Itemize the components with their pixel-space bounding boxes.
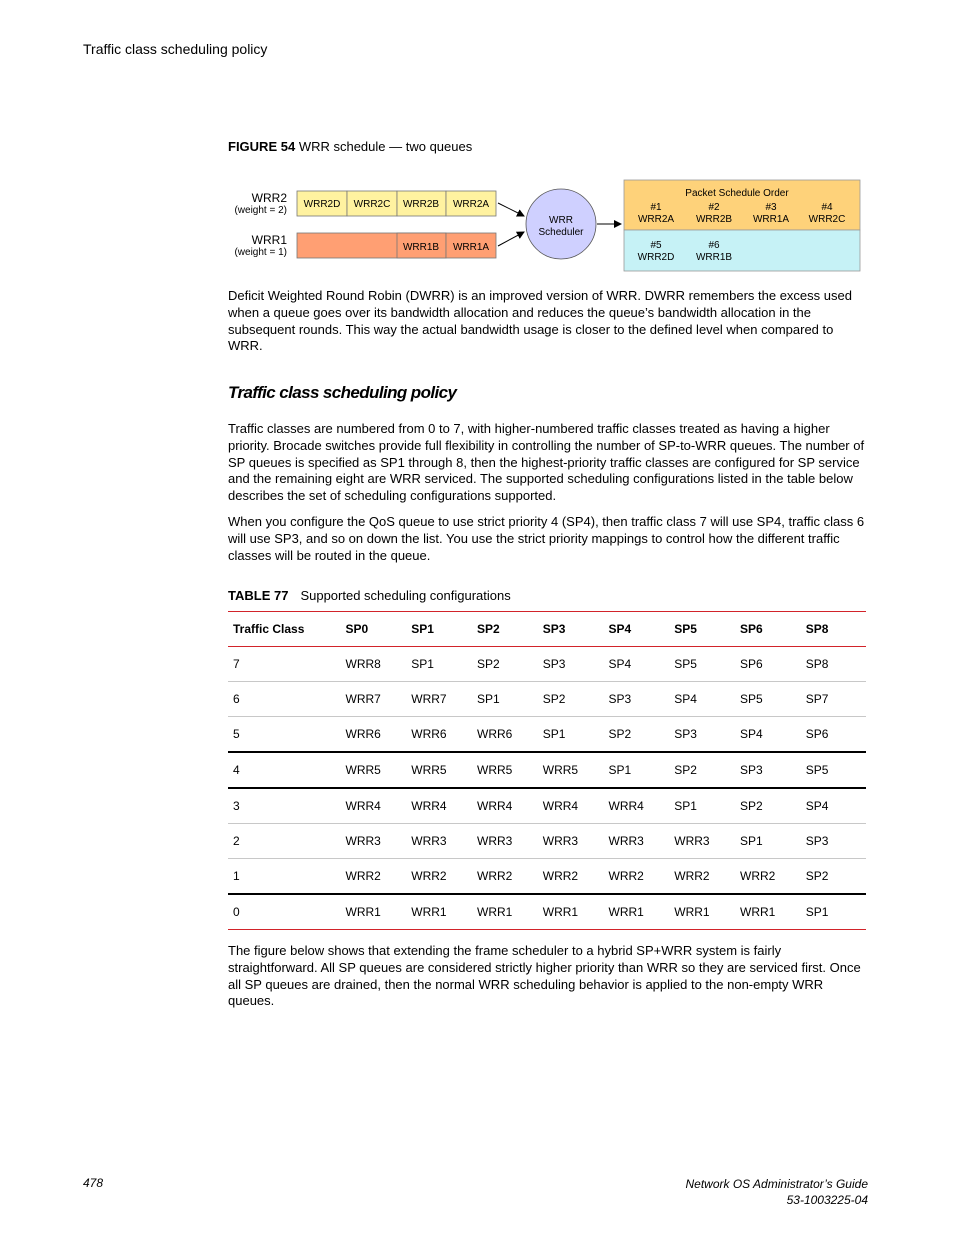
order-num: #3 bbox=[765, 202, 777, 213]
table-cell: SP5 bbox=[740, 692, 763, 706]
order-name: WRR2C bbox=[808, 214, 846, 225]
queue-wrr2-weight: (weight = 2) bbox=[234, 205, 287, 216]
column-header: SP4 bbox=[608, 622, 632, 636]
column-header: SP3 bbox=[542, 622, 566, 636]
table-cell: SP8 bbox=[805, 657, 829, 671]
queue-wrr2-name: WRR2 bbox=[251, 191, 287, 205]
arrow-wrr2-to-scheduler bbox=[498, 203, 524, 216]
table-cell: SP6 bbox=[805, 727, 829, 741]
table-cell: SP6 bbox=[740, 657, 763, 671]
table-cell: SP1 bbox=[805, 905, 829, 919]
column-header: SP6 bbox=[740, 622, 763, 636]
table-cell: SP7 bbox=[805, 692, 829, 706]
table-cell: WRR1 bbox=[411, 905, 447, 919]
table-cell: WRR2 bbox=[411, 869, 447, 883]
queue-wrr2 bbox=[297, 191, 496, 216]
table-cell: WRR6 bbox=[345, 727, 381, 741]
table-cell: WRR1 bbox=[345, 905, 381, 919]
order-title: Packet Schedule Order bbox=[685, 188, 789, 199]
table-cell: WRR2 bbox=[674, 869, 710, 883]
queue-cell: WRR1B bbox=[402, 242, 440, 253]
traffic-class-cell: 1 bbox=[233, 869, 240, 883]
wrr-schedule-diagram bbox=[228, 176, 868, 276]
table-cell: WRR4 bbox=[477, 799, 513, 813]
queue-cell: WRR2A bbox=[452, 199, 490, 210]
scheduler-label-line2: Scheduler bbox=[538, 227, 584, 238]
table-cell: SP5 bbox=[805, 763, 829, 777]
figure-title: WRR schedule — two queues bbox=[298, 139, 473, 154]
table-row bbox=[228, 647, 866, 682]
table-cell: WRR3 bbox=[542, 834, 579, 848]
table-cell: WRR1 bbox=[674, 905, 710, 919]
column-header: SP1 bbox=[411, 622, 434, 636]
table-cell: SP2 bbox=[542, 692, 566, 706]
table-cell: SP1 bbox=[477, 692, 500, 706]
table-cell: WRR3 bbox=[477, 834, 513, 848]
table-cell: WRR3 bbox=[345, 834, 381, 848]
queue-wrr1-name: WRR1 bbox=[251, 233, 287, 247]
table-cell: SP2 bbox=[674, 763, 697, 777]
dwrr-paragraph: Deficit Weighted Round Robin (DWRR) is an improved version of WRR. DWRR remembers the excess used when a queue goes over its bandwidth allocation and reduces the queue’s bandwidth allocation in the subsequent rounds. This way the actual bandwidth usage is closer to the defined level when compared to WRR. bbox=[228, 288, 852, 354]
table-cell: SP3 bbox=[608, 692, 632, 706]
column-header: SP0 bbox=[345, 622, 369, 636]
traffic-class-cell: 3 bbox=[233, 799, 240, 813]
traffic-class-cell: 0 bbox=[233, 905, 240, 919]
order-name: WRR2B bbox=[695, 214, 733, 225]
queue-cell: WRR2B bbox=[402, 199, 440, 210]
scheduler-label-line1: WRR bbox=[549, 215, 573, 226]
table-cell: SP1 bbox=[542, 727, 566, 741]
table-row bbox=[228, 788, 866, 824]
table-cell: SP1 bbox=[740, 834, 763, 848]
table-cell: SP1 bbox=[411, 657, 434, 671]
table-cell: SP4 bbox=[740, 727, 763, 741]
packet-schedule-order bbox=[624, 180, 860, 271]
table-cell: WRR8 bbox=[345, 657, 381, 671]
queue-wrr1 bbox=[297, 233, 496, 258]
table-cell: WRR6 bbox=[411, 727, 447, 741]
table-cell: SP4 bbox=[805, 799, 829, 813]
table-cell: WRR5 bbox=[345, 763, 381, 777]
table-cell: SP3 bbox=[740, 763, 763, 777]
order-name: WRR2A bbox=[637, 214, 675, 225]
order-name: WRR1B bbox=[695, 252, 733, 263]
table-cell: WRR7 bbox=[411, 692, 447, 706]
column-header: SP8 bbox=[805, 622, 829, 636]
table-caption bbox=[228, 588, 511, 603]
column-header: SP2 bbox=[477, 622, 500, 636]
table-cell: SP2 bbox=[805, 869, 829, 883]
order-num: #2 bbox=[708, 202, 720, 213]
table-row bbox=[228, 859, 866, 895]
table-cell: SP2 bbox=[477, 657, 500, 671]
column-header: Traffic Class bbox=[233, 622, 305, 636]
table-cell: SP4 bbox=[674, 692, 697, 706]
table-row bbox=[228, 682, 866, 717]
order-num: #4 bbox=[821, 202, 833, 213]
queue-wrr1-weight: (weight = 1) bbox=[234, 247, 287, 258]
traffic-class-cell: 7 bbox=[233, 657, 240, 671]
table-cell: WRR1 bbox=[477, 905, 513, 919]
table-cell: SP1 bbox=[608, 763, 632, 777]
queue-cell: WRR2D bbox=[303, 199, 341, 210]
table-cell: SP4 bbox=[608, 657, 632, 671]
table-row bbox=[228, 717, 866, 753]
table-title: Supported scheduling configurations bbox=[300, 588, 511, 603]
table-cell: SP2 bbox=[608, 727, 632, 741]
table-cell: SP1 bbox=[674, 799, 697, 813]
figure-label: FIGURE 54 bbox=[228, 139, 296, 154]
table-row bbox=[228, 894, 866, 930]
table-cell: WRR2 bbox=[477, 869, 513, 883]
table-cell: WRR5 bbox=[542, 763, 579, 777]
table-cell: WRR7 bbox=[345, 692, 381, 706]
footer-doc-info bbox=[685, 1176, 868, 1208]
table-cell: WRR5 bbox=[477, 763, 513, 777]
table-cell: WRR4 bbox=[608, 799, 644, 813]
body-paragraph-2: When you configure the QoS queue to use strict priority 4 (SP4), then traffic class 7 will use SP4, traffic class 6 will use SP3, and so on down the list. You use the strict priority mappings to control how the different traffic classes will be routed in the queue. bbox=[228, 514, 865, 563]
page-number: 478 bbox=[83, 1176, 104, 1190]
running-header: Traffic class scheduling policy bbox=[83, 41, 268, 57]
table-cell: WRR2 bbox=[345, 869, 381, 883]
section-title: Traffic class scheduling policy bbox=[228, 383, 457, 402]
table-cell: WRR3 bbox=[674, 834, 710, 848]
queue-cell: WRR1A bbox=[452, 242, 490, 253]
table-cell: SP3 bbox=[805, 834, 829, 848]
traffic-class-cell: 5 bbox=[233, 727, 240, 741]
order-num: #1 bbox=[650, 202, 662, 213]
queue-cell: WRR2C bbox=[353, 199, 391, 210]
table-cell: WRR2 bbox=[740, 869, 776, 883]
scheduling-table bbox=[228, 611, 866, 930]
table-cell: WRR1 bbox=[608, 905, 644, 919]
traffic-class-cell: 2 bbox=[233, 834, 240, 848]
table-cell: SP2 bbox=[740, 799, 763, 813]
table-cell: WRR1 bbox=[740, 905, 776, 919]
table-cell: SP5 bbox=[674, 657, 697, 671]
order-name: WRR1A bbox=[752, 214, 790, 225]
order-num: #5 bbox=[650, 240, 662, 251]
doc-title: Network OS Administrator’s Guide bbox=[685, 1177, 868, 1191]
wrr-scheduler bbox=[526, 189, 596, 259]
doc-number: 53-1003225-04 bbox=[786, 1193, 868, 1207]
table-cell: SP3 bbox=[674, 727, 697, 741]
column-header: SP5 bbox=[674, 622, 697, 636]
table-cell: WRR2 bbox=[542, 869, 579, 883]
body-paragraph-3: The figure below shows that extending the frame scheduler to a hybrid SP+WRR system is fairly straightforward. All SP queues are considered strictly higher priority than WRR so they are serviced first. Once all SP queues are drained, then the normal WRR scheduling behavior is applied to the non-empty WRR queues. bbox=[228, 943, 861, 1009]
table-cell: WRR6 bbox=[477, 727, 513, 741]
table-cell: WRR5 bbox=[411, 763, 447, 777]
traffic-class-cell: 4 bbox=[233, 763, 240, 777]
table-cell: WRR3 bbox=[608, 834, 644, 848]
table-row bbox=[228, 824, 866, 859]
table-label: TABLE 77 bbox=[228, 588, 289, 603]
table-row bbox=[228, 752, 866, 788]
table-cell: WRR4 bbox=[542, 799, 579, 813]
table-cell: SP3 bbox=[542, 657, 566, 671]
table-cell: WRR4 bbox=[411, 799, 447, 813]
table-header-row bbox=[228, 612, 866, 647]
table-cell: WRR4 bbox=[345, 799, 381, 813]
arrow-wrr1-to-scheduler bbox=[498, 232, 524, 246]
order-num: #6 bbox=[708, 240, 720, 251]
table-cell: WRR2 bbox=[608, 869, 644, 883]
order-name: WRR2D bbox=[637, 252, 675, 263]
traffic-class-cell: 6 bbox=[233, 692, 240, 706]
table-cell: WRR3 bbox=[411, 834, 447, 848]
figure-caption bbox=[228, 139, 472, 154]
table-cell: WRR1 bbox=[542, 905, 579, 919]
body-paragraph-1: Traffic classes are numbered from 0 to 7, with higher-numbered traffic classes treated as having a higher priority. Brocade switches provide full flexibility in controlling the number of SP-to-WRR queues. The number of SP queues is specified as SP1 through 8, then the highest-priority traffic classes are configured for SP service and the remaining eight are WRR serviced. The supported scheduling configurations listed in the table below describes the set of scheduling configurations supported. bbox=[228, 421, 865, 504]
